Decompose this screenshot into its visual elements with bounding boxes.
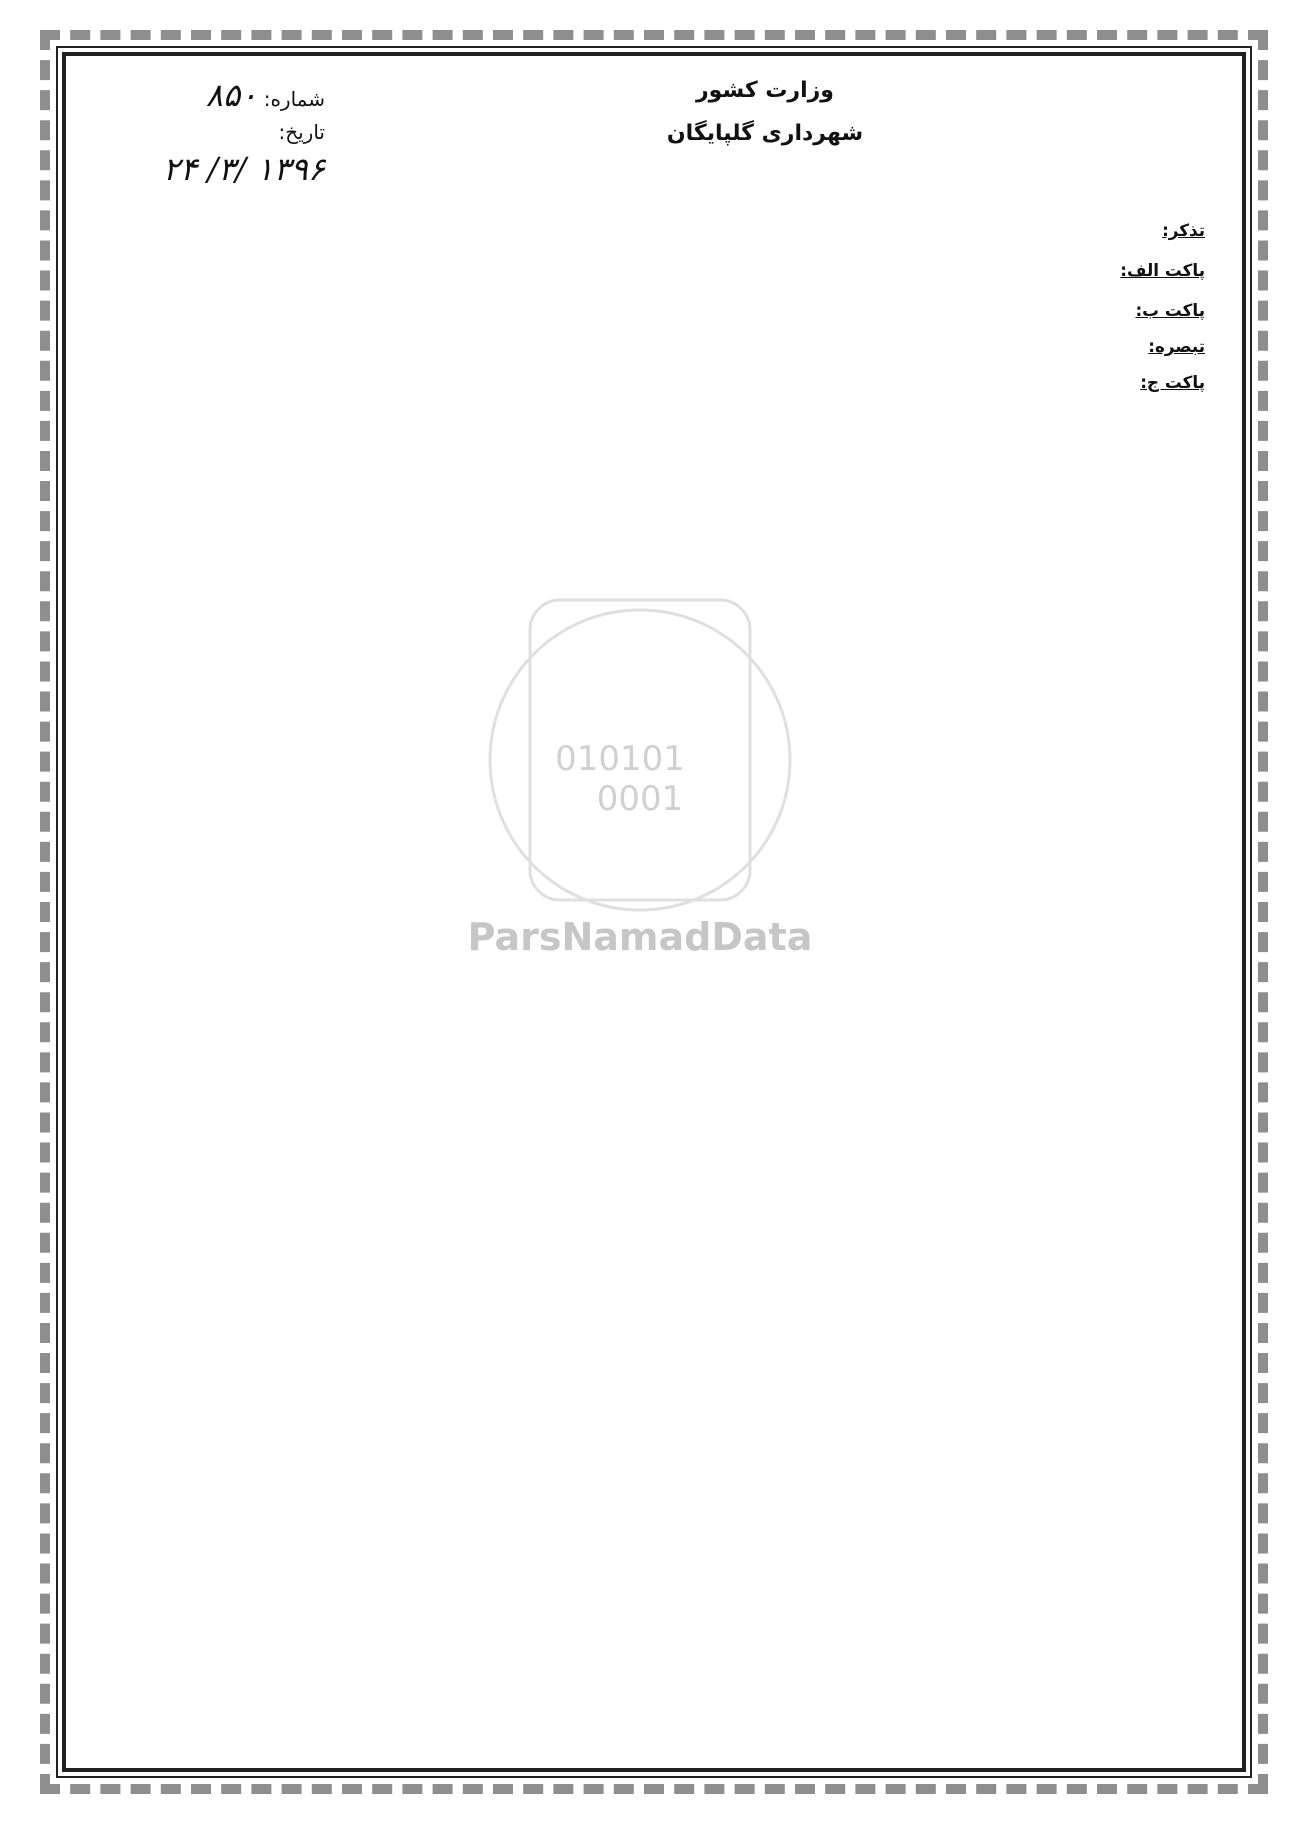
date-label: تاریخ: [278,120,325,144]
package-c [95,364,1205,400]
package-a [95,252,1205,288]
municipality-name: شهرداری گلپایگان [666,121,864,146]
watermark-code-1: 010101 [555,739,685,779]
note-label: تذکر: [1162,220,1205,240]
letterhead [95,70,1205,188]
watermark-brand: ParsNamadData [467,915,813,959]
remark [95,328,1205,364]
note [95,212,1205,248]
document-content [95,70,1205,430]
number-value: ۸۵۰ [205,76,258,114]
package-a-label: پاکت الف: [1120,260,1205,280]
ministry-name: وزارت کشور [696,78,834,103]
date-value: ۱۳۹۶ /۳/ ۲۴ [162,150,325,188]
package-c-label: پاکت ج: [1140,372,1205,392]
watermark-code-2: 0001 [596,779,684,819]
package-b [95,292,1205,328]
number-label: شماره: [263,87,325,111]
letterhead-center [325,70,1205,146]
letter-meta [95,70,325,188]
package-b-label: پاکت ب: [1135,300,1205,320]
remark-label: تبصره: [1148,336,1205,356]
